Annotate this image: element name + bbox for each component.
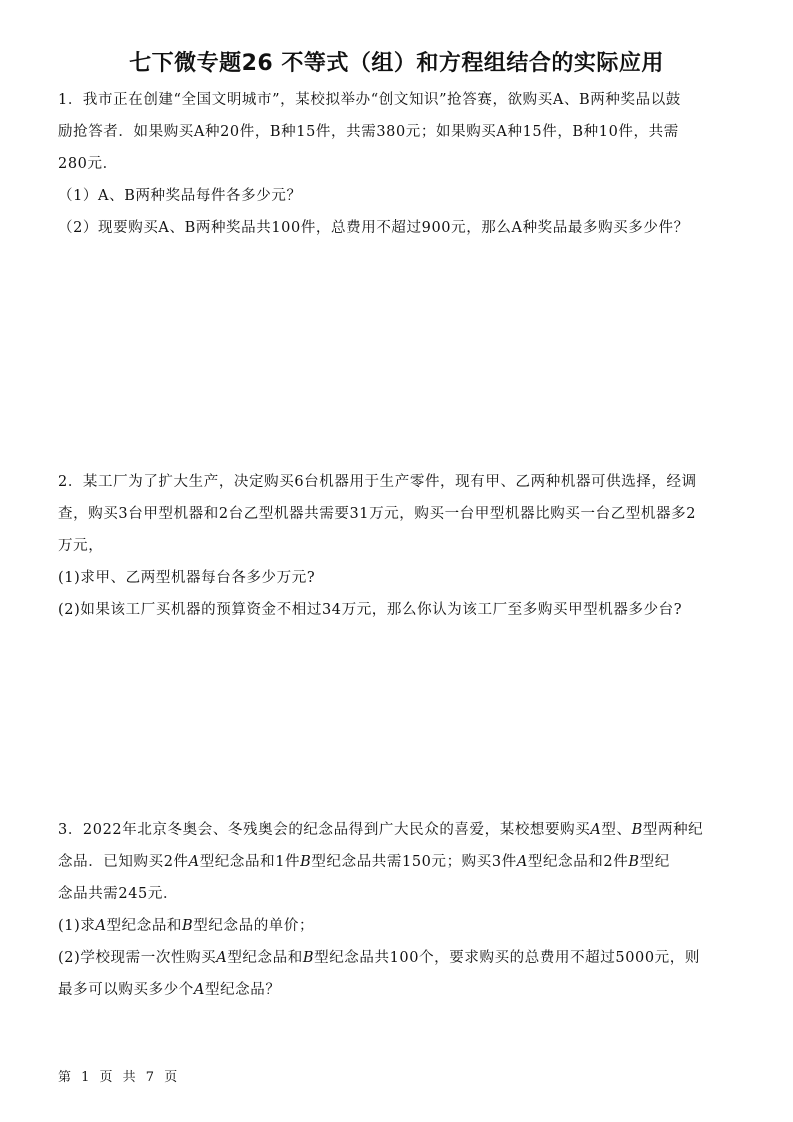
q3-var-b: B [631, 822, 643, 838]
q3-line-2-text-c: 型纪念品共需150元；购买3件 [311, 854, 517, 870]
q3-line-1-text-a: 3．2022年北京冬奥会、冬残奥会的纪念品得到广大民众的喜爱，某校想要购买 [58, 822, 591, 838]
q3-line-1-text-b: 型、 [601, 822, 632, 838]
q2-subquestion-2: (2)如果该工厂买机器的预算资金不相过34万元，那么你认为该工厂至多购买甲型机器多少台? [58, 602, 683, 618]
q3-line-3: 念品共需245元． [58, 886, 179, 902]
q3-var-a: A [216, 950, 228, 966]
q3-subquestion-1 [58, 916, 748, 936]
q3-line-1 [58, 820, 748, 840]
q1-subquestion-2: （2）现要购买A、B两种奖品共100件，总费用不超过900元，那么A种奖品最多购买多少件？ [58, 220, 689, 236]
q3-line-2-text-a: 念品．已知购买2件 [58, 854, 189, 870]
q3-s3-text-b: 型纪念品？ [204, 982, 281, 998]
q3-var-a: A [193, 982, 205, 998]
q1-subquestion-1: （1）A、B两种奖品每件各多少元？ [58, 188, 302, 204]
q3-line-2-text-b: 型纪念品和1件 [199, 854, 301, 870]
q3-s2-text-c: 型纪念品共100个，要求购买的总费用不超过5000元，则 [314, 950, 700, 966]
q3-s2-text-b: 型纪念品和 [227, 950, 303, 966]
q3-var-b: B [182, 918, 194, 934]
q3-s1-text-c: 型纪念品的单价； [193, 918, 315, 934]
q3-s3-text-a: 最多可以购买多少个 [58, 982, 194, 998]
page-number-footer: 第 1 页 共 7 页 [58, 1070, 181, 1085]
q3-var-a: A [95, 918, 107, 934]
q3-s1-text-a: (1)求 [58, 918, 96, 934]
q3-line-2-text-e: 型纪 [639, 854, 670, 870]
q3-var-a: A [516, 854, 528, 870]
q3-var-b: B [300, 854, 312, 870]
q1-line-2: 励抢答者．如果购买A种20件，B种15件，共需380元；如果购买A种15件，B种10件，共需 [58, 124, 679, 140]
q3-line-1-text-c: 型两种纪 [642, 822, 704, 838]
q2-line-3: 万元， [58, 538, 104, 554]
q3-var-b: B [302, 950, 315, 966]
page-title: 七下微专题26 不等式（组）和方程组结合的实际应用 [129, 51, 664, 76]
q1-line-3: 280元． [58, 156, 118, 172]
q3-line-2-text-d: 型纪念品和2件 [527, 854, 629, 870]
q2-subquestion-1: (1)求甲、乙两型机器每台各多少万元? [58, 570, 316, 586]
q3-line-2 [58, 852, 748, 872]
q3-s1-text-b: 型纪念品和 [106, 918, 183, 934]
q3-var-a: A [590, 822, 602, 838]
q2-line-2: 查，购买3台甲型机器和2台乙型机器共需要31万元，购买一台甲型机器比购买一台乙型机器多2 [58, 506, 697, 522]
q3-var-a: A [188, 854, 200, 870]
q3-var-b: B [628, 854, 640, 870]
q3-s2-text-a: (2)学校现需一次性购买 [58, 950, 217, 966]
q3-subquestion-2 [58, 948, 748, 968]
q3-subquestion-2-cont [58, 980, 748, 1000]
q2-line-1: 2．某工厂为了扩大生产，决定购买6台机器用于生产零件，现有甲、乙两种机器可供选择，经调 [58, 474, 697, 490]
q1-line-1: 1．我市正在创建“全国文明城市”，某校拟举办“创文知识”抢答赛，欲购买A、B两种奖品以鼓 [58, 92, 681, 108]
